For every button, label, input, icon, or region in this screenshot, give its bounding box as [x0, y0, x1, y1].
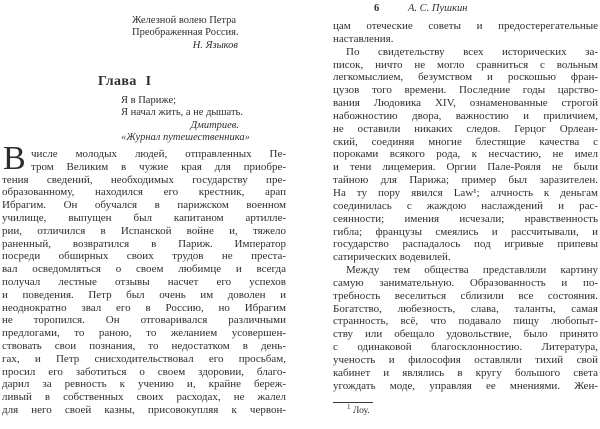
epigraph-source: «Журнал путешественника»	[121, 132, 250, 144]
text-line: На ту пору явился Law¹; алчность к деньгам	[333, 186, 598, 199]
text-line: сеянности; имения исчезали; нравственность	[333, 212, 598, 225]
text-line: наставления.	[333, 32, 394, 45]
epigraph-attribution: Дмитриев.	[190, 119, 239, 131]
text-line: тайною для Парижа; пример был заразителен.	[333, 174, 598, 187]
text-line: неоднократно звал его в Россию, но Ибрагим	[2, 301, 286, 314]
text-line: училище, выпущен был капитаном артилле-	[2, 211, 286, 224]
text-line: не оставили никаких следов. Герцог Орлеан-	[333, 122, 598, 135]
text-line: ству или обещало удовольствие, было принято	[333, 328, 598, 341]
text-line: По свидетельству всех исторических за-	[346, 45, 598, 58]
text-line: предлогами, то раною, то желанием усовершен-	[2, 327, 286, 340]
epigraph-line: Преображенная Россия.	[132, 27, 239, 39]
footnote	[347, 402, 370, 416]
drop-cap: В	[3, 140, 26, 177]
epigraph-attribution: Н. Языков	[192, 39, 238, 51]
text-line: гах, и Петр снисходительствовал его просьбам,	[2, 352, 286, 365]
text-line: вал осведомляться о своем любимце и всегда	[2, 263, 286, 276]
text-line: числе молодых людей, отправленных Пе-	[31, 148, 286, 160]
text-line: ский, соединяя многие блестящие качества с	[333, 135, 598, 148]
text-line: получал лестные отзывы насчет его успехов	[2, 275, 286, 288]
text-line: для него своей казны, присовокупляя к червон-	[2, 403, 286, 416]
chapter-epigraph	[121, 95, 250, 145]
epigraph-line: Я в Париже;	[121, 95, 177, 106]
text-line: раненный, возвратился в Париж. Император	[2, 237, 286, 250]
text-line: просил его заботиться о своем здоровии, благо-	[2, 365, 286, 378]
text-line: сатирических водевилей.	[333, 251, 451, 264]
text-line: рии, отличился в Испанской войне и, тяжело	[2, 224, 286, 237]
text-line: соединилась с жаждою наслаждений и рас-	[333, 199, 598, 212]
text-line: легкомыслием, безумством и роскошью фран-	[333, 71, 598, 84]
left-body-text	[2, 140, 286, 417]
text-line: ствовать свои познания, то недостатком в день-	[2, 339, 286, 352]
right-body-text	[333, 20, 598, 392]
text-line: странность, всё, что подавало пищу любопыт-	[333, 315, 598, 328]
text-line: и поведения. Петр был очень им доволен и	[2, 288, 286, 301]
text-line: самую занимательную. Образованность и по-	[333, 276, 598, 289]
book-epigraph	[132, 15, 238, 52]
page-number: 6	[374, 3, 380, 14]
text-line: ливый в собственных своих расходах, не жалел	[2, 391, 286, 404]
text-line: не торопился. Он отговаривался различными	[2, 314, 286, 327]
chapter-heading: Глава I	[98, 74, 152, 89]
text-line: угождать моде, управляя ее мнениями. Жен-	[333, 379, 598, 392]
footnote-rule	[333, 402, 373, 403]
epigraph-line: Железной волею Петра	[132, 15, 237, 26]
text-line: гибла; французы смеялись и рассчитывали, и	[333, 225, 598, 238]
text-line: цузов того времени. Последние годы царство-	[333, 84, 598, 97]
text-line: кабинет и являлись в кругу большого света	[333, 366, 598, 379]
text-line: Богатство, любезность, слава, таланты, самая	[333, 302, 598, 315]
text-line: пороками всякого рода, к несчастию, не имел	[333, 148, 598, 161]
text-line: тения сведений, необходимых государству пре-	[2, 173, 286, 186]
text-line: посреди обширных своих трудов не преста-	[2, 250, 286, 263]
text-line: требность веселиться сблизили все состояния.	[333, 289, 598, 302]
running-title: А. С. Пушкин	[408, 3, 468, 14]
text-line: образованному, находился его крестник, арап	[2, 186, 286, 199]
text-line: Между тем общества представляли картину	[346, 264, 598, 277]
text-line: писок, ничто не могло сравниться с вольным	[333, 58, 598, 71]
text-line: Ибрагим. Он обучался в парижском военном	[2, 199, 286, 212]
text-line: вания Людовика XIV, ознаменованные строгой	[333, 97, 598, 110]
text-line: цам отеческие советы и предостерегательные	[333, 20, 598, 32]
text-line: и тени лицемерия. Оргии Пале-Рояля не были	[333, 161, 598, 174]
text-line: с одинаковой благосклонностию. Литература,	[333, 341, 598, 354]
text-line: государство распадалось под игривые припевы	[333, 238, 598, 251]
text-line: тром Великим в чужие края для приобре-	[31, 160, 286, 173]
epigraph-line: Я начал жить, а не дышать.	[121, 107, 243, 119]
text-line: ученость и философия оставляли тихий свой	[333, 353, 598, 366]
text-line: дарил за ревность к учению и, крайне береж-	[2, 378, 286, 391]
footnote-marker: 1	[347, 402, 351, 411]
footnote-text: Лоу.	[352, 406, 370, 416]
text-line: набожностию двора, важностию и приличием,	[333, 109, 598, 122]
